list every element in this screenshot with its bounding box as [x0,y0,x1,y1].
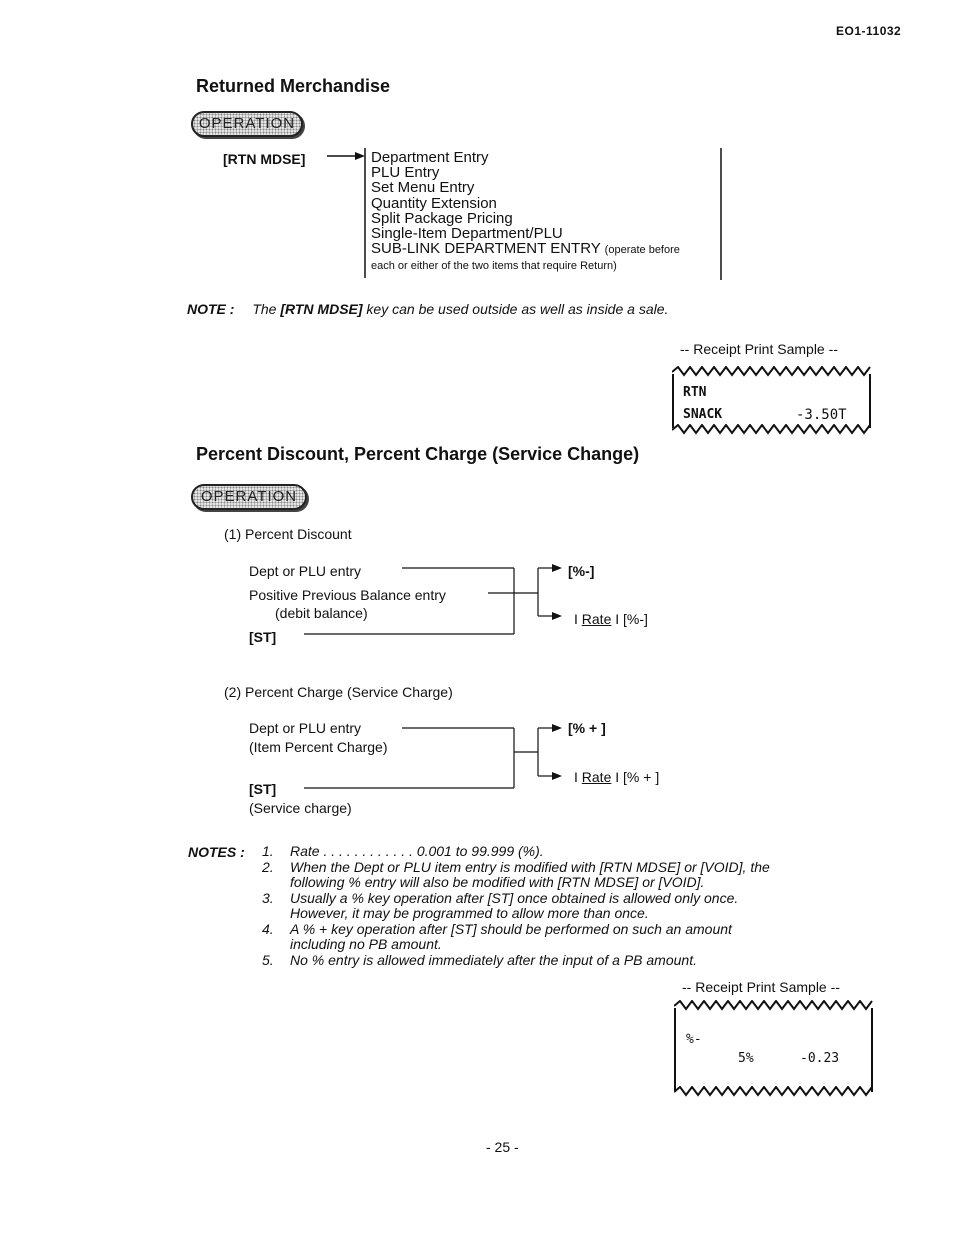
receipt-label: -- Receipt Print Sample -- [680,341,838,357]
page-number: - 25 - [486,1139,519,1155]
receipt-sample-percent: %- 5% -0.23 [674,1008,873,1092]
list-item: Set Menu Entry [371,179,475,197]
receipt-sample-rtn: RTN SNACK -3.50T [672,374,871,428]
input-item-percent-charge: (Item Percent Charge) [249,739,388,755]
rtn-mdse-key: [RTN MDSE] [223,151,306,167]
input-debit-balance: (debit balance) [275,605,368,621]
document-code: EO1-11032 [836,24,902,38]
key-percent-minus: [%-] [568,563,595,579]
input-positive-pb: Positive Previous Balance entry [249,587,446,603]
receipt-label: -- Receipt Print Sample -- [682,979,840,995]
operation-badge: OPERATION [191,111,303,137]
percent-discount-flow-lines [290,560,580,650]
list-item: Department Entry [371,149,489,166]
notes-list [262,844,770,968]
list-item: Quantity Extension [371,194,497,212]
note-item: 5. No % entry is allowed immediately after the input of a PB amount. [262,951,697,968]
section-title-returned-merchandise: Returned Merchandise [196,76,391,96]
note-item: 2. When the Dept or PLU item entry is modified with [RTN MDSE] or [VOID], the following % entry will also be modified with [RTN MDSE] or [VOID]. [262,858,770,890]
list-item: Single-Item Department/PLU [371,225,563,243]
percent-charge-flow-lines [290,718,580,798]
operation-badge: OPERATION [191,484,307,510]
input-st-charge: [ST] [249,781,277,797]
note-item: 1. Rate . . . . . . . . . . . . 0.001 to 99.999 (%). [262,843,544,859]
input-st: [ST] [249,629,277,645]
input-service-charge: (Service charge) [249,800,352,816]
list-item-note: each or either of the two items that require Return) [371,260,617,273]
rate-percent-minus: I Rate I [%-] [574,611,648,627]
rate-percent-plus: I Rate I [% + ] [574,769,660,785]
rtn-entry-list [371,150,680,275]
subheading-percent-charge: (2) Percent Charge (Service Charge) [224,684,453,700]
list-item: PLU Entry [371,164,440,182]
key-percent-plus: [% + ] [568,720,606,736]
input-dept-plu: Dept or PLU entry [249,563,362,579]
notes-label: NOTES : [188,844,245,860]
list-item: SUB-LINK DEPARTMENT ENTRY (operate before [371,240,680,258]
note-item: 4. A % + key operation after [ST] should be performed on such an amount including no PB amount. [262,920,732,952]
input-dept-plu-charge: Dept or PLU entry [249,720,362,736]
section-title-percent-discount: Percent Discount, Percent Charge (Service Change) [196,444,640,464]
subheading-percent-discount: (1) Percent Discount [224,526,352,542]
note-label: NOTE : [187,301,235,317]
note-item: 3. Usually a % key operation after [ST] once obtained is allowed only once. However, it may be programmed to allow more than once. [262,889,739,921]
list-item: Split Package Pricing [371,209,513,227]
